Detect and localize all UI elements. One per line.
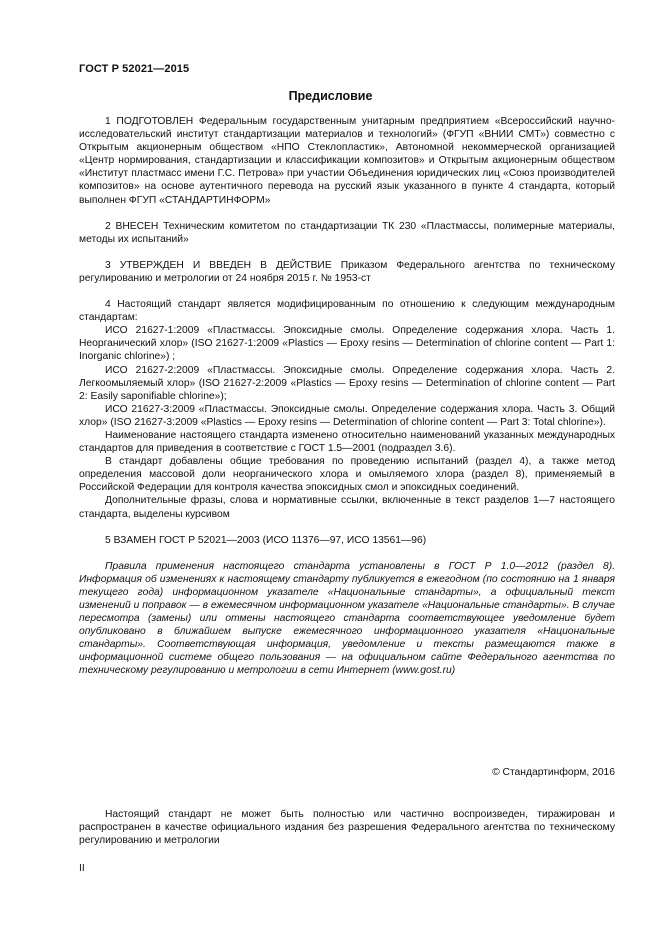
- page-number: II: [79, 863, 85, 874]
- copyright: © Стандартинформ, 2016: [492, 767, 615, 778]
- section-4-intro: 4 Настоящий стандарт является модифицированным по отношению к следующим международным стандартам:: [79, 299, 615, 324]
- section-4-naming: Наименование настоящего стандарта изменено относительно наименований указанных международных стандартов для приведения в соответствие с ГОСТ 1.5—2001 (подраздел 3.6).: [79, 429, 615, 455]
- section-4-italic-note: Дополнительные фразы, слова и нормативные ссылки, включенные в текст разделов 1—7 настоящего стандарта, выделены курсивом: [79, 495, 615, 520]
- section-2-submitted: 2 ВНЕСЕН Техническим комитетом по стандартизации ТК 230 «Пластмассы, полимерные материалы, методы их испытаний»: [79, 220, 615, 245]
- section-4-iso-3: ИСО 21627-3:2009 «Пластмассы. Эпоксидные смолы. Определение содержания хлора. Часть 3. Общий хлор» (ISO 21627-3:2009 «Plastics — Epoxy resins — Determination of chlorine content — Part 3: Total chlorine»).: [79, 403, 615, 428]
- preface-body: [79, 115, 615, 678]
- section-4-iso-1: ИСО 21627-1:2009 «Пластмассы. Эпоксидные смолы. Определение содержания хлора. Часть 1. Неорганический хлор» (ISO 21627-1:2009 «Plastics — Epoxy resins — Determination of chlorine content — Part 1: Inorganic chlorine») ;: [79, 325, 615, 363]
- reproduction-notice-text: Настоящий стандарт не может быть полностью или частично воспроизведен, тиражирован и распространен в качестве официального издания без разрешения Федерального агентства по техническому регулированию и метрологии: [79, 809, 615, 847]
- document-code: ГОСТ Р 52021—2015: [79, 63, 190, 75]
- page-title: Предисловие: [288, 89, 373, 103]
- section-4-additions: В стандарт добавлены общие требования по проведению испытаний (раздел 4), а также метод определения массовой доли неорганического хлора и омыляемого хлора (раздел 8), применяемый в Российской Федерации для контроля качества эпоксидных смол и эпоксидных соединений.: [79, 456, 615, 494]
- section-4-iso-2: ИСО 21627-2:2009 «Пластмассы. Эпоксидные смолы. Определение содержания хлора. Часть 2. Легкоомыляемый хлор» (ISO 21627-2:2009 «Plastics — Epoxy resins — Determination of chlorine content — Part 2: Easily saponifiable chlorine»);: [79, 364, 615, 402]
- section-3-approved: 3 УТВЕРЖДЕН И ВВЕДЕН В ДЕЙСТВИЕ Приказом Федерального агентства по техническому регулированию и метрологии от 24 ноября 2015 г. № 1953-ст: [79, 259, 615, 284]
- section-1-prepared: 1 ПОДГОТОВЛЕН Федеральным государственным унитарным предприятием «Всероссийский научно-исследовательский институт стандартизации материалов и технологий» (ФГУП «ВНИИ СМТ») совместно с Открытым акционерным обществом «НПО Стеклопластик», Автономной некоммерческой организацией «Центр нормирования, стандартизации и классификации композитов» и Открытым акционерным обществом «Институт пластмасс имени Г.С. Петрова» при участии Объединения юридических лиц «Союз производителей композитов» на основе аутентичного перевода на русский язык указанного в пункте 4 стандарта, который выполнен ФГУП «СТАНДАРТИНФОРМ»: [79, 116, 615, 206]
- application-rules-note: Правила применения настоящего стандарта установлены в ГОСТ Р 1.0—2012 (раздел 8). Информация об изменениях к настоящему стандарту публикуется в ежегодном (по состоянию на 1 января текущего года) информационном указателе «Национальные стандарты», а официальный текст изменений и поправок — в ежемесячном информационном указателе «Национальные стандарты». В случае пересмотра (замены) или отмены настоящего стандарта соответствующее уведомление будет опубликовано в ближайшем выпуске ежемесячного информационного указателя «Национальные стандарты». Соответствующая информация, уведомление и тексты размещаются также в информационной системе общего пользования — на официальном сайте Федерального агентства по техническому регулированию и метрологии в сети Интернет (www.gost.ru): [79, 560, 615, 677]
- section-5-replaces: 5 ВЗАМЕН ГОСТ Р 52021—2003 (ИСО 11376—97, ИСО 13561—96): [105, 534, 427, 546]
- reproduction-notice: [79, 808, 615, 847]
